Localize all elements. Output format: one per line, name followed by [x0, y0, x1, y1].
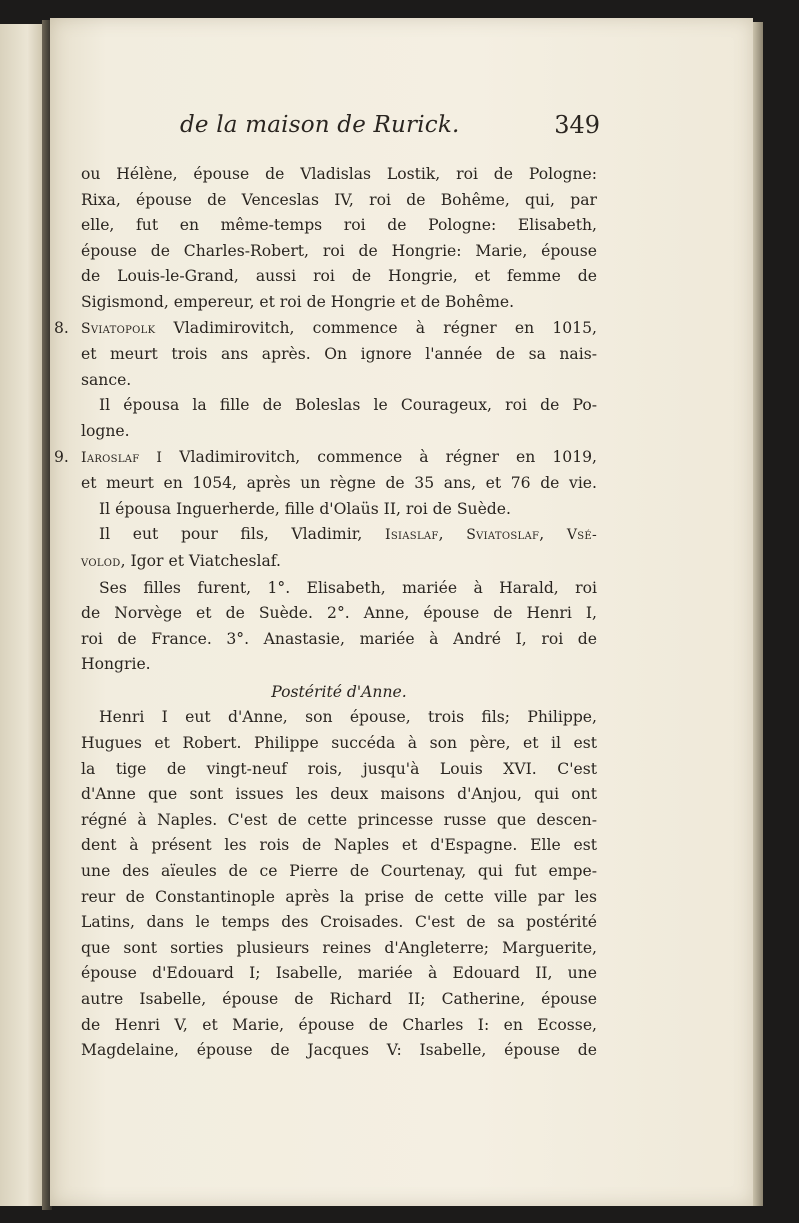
text-line: Il épousa Inguerherde, fille d'Olaüs II, roi de Suède.	[99, 499, 511, 518]
text-line: Il épousa la fille de Boleslas le Courageux, roi de Po-	[99, 396, 597, 415]
text-line: Latins, dans le temps des Croisades. C'est de sa postérité	[81, 913, 597, 932]
text-line: Hongrie.	[81, 655, 151, 674]
text-line: de Henri V, et Marie, épouse de Charles I: en Ecosse,	[81, 1015, 597, 1034]
running-head	[81, 111, 600, 146]
text-line: Magdelaine, épouse de Jacques V: Isabelle, épouse de	[81, 1041, 597, 1060]
text-span: Il eut pour fils, Vladimir,	[99, 525, 363, 544]
text-line: Ses filles furent, 1°. Elisabeth, mariée à Harald, roi	[99, 578, 597, 597]
son-name: volod	[81, 553, 121, 570]
page-text	[54, 111, 600, 1064]
text-line: et meurt trois ans après. On ignore l'année de sa nais-	[81, 345, 597, 364]
text-line: dent à présent les rois de Naples et d'Espagne. Elle est	[81, 836, 597, 855]
text-line: Il eut pour fils, Vladimir, Isiaslaf, Sviatoslaf, Vsé-	[99, 525, 598, 544]
ruler-name: Sviatopolk	[81, 320, 156, 337]
text-line: une des aïeules de ce Pierre de Courtenay, qui fut empe-	[81, 862, 597, 881]
text-line: et meurt en 1054, après un règne de 35 ans, et 76 de vie.	[81, 474, 597, 493]
text-line: épouse de Charles-Robert, roi de Hongrie: Marie, épouse	[81, 241, 597, 260]
entry-number: 8.	[54, 318, 69, 337]
text-line: épouse d'Edouard I; Isabelle, mariée à Edouard II, une	[81, 964, 597, 983]
ruler-name: Iaroslaf I	[81, 449, 163, 466]
text-line: Sigismond, empereur, et roi de Hongrie et de Bohême.	[81, 292, 515, 311]
text-line: que sont sorties plusieurs reines d'Angleterre; Marguerite,	[81, 938, 597, 957]
page-number: 349	[554, 111, 600, 139]
text-line: elle, fut en même-temps roi de Pologne: Elisabeth,	[81, 216, 597, 235]
text-line: reur de Constantinople après la prise de cette ville par les	[81, 887, 597, 906]
text-line: d'Anne que sont issues les deux maisons d'Anjou, qui ont	[81, 785, 597, 804]
text-span: , Igor et Viatcheslaf.	[120, 551, 281, 570]
text-line: autre Isabelle, épouse de Richard II; Catherine, épouse	[81, 990, 597, 1008]
text-line: la tige de vingt-neuf rois, jusqu'à Louis XVI. C'est	[81, 759, 597, 778]
text-line: roi de France. 3°. Anastasie, mariée à André I, roi de	[81, 629, 597, 648]
text-line: Hugues et Robert. Philippe succéda à son père, et il est	[81, 734, 597, 753]
text-line: logne.	[81, 421, 130, 440]
text-line	[81, 549, 597, 576]
text-span: Vladimirovitch, commence à régner en 1019,	[179, 447, 597, 466]
text-line: régné à Naples. C'est de cette princesse russe que descen-	[81, 810, 597, 829]
entry-number: 9.	[54, 447, 69, 466]
text-line: sance.	[81, 370, 132, 389]
page-right-edge	[753, 22, 763, 1206]
running-head-title: de la maison de Rurick.	[180, 112, 460, 138]
text-line: de Louis-le-Grand, aussi roi de Hongrie, et femme de	[81, 267, 597, 286]
son-name: Vsé-	[566, 527, 598, 544]
section-heading: Postérité d'Anne.	[271, 682, 407, 701]
entry-8-line	[54, 316, 597, 343]
text-line: Rixa, épouse de Venceslas IV, roi de Bohême, qui, par	[81, 190, 597, 209]
text-line: ou Hélène, épouse de Vladislas Lostik, roi de Pologne:	[81, 165, 597, 183]
entry-9-line	[54, 445, 597, 472]
son-name: Sviatoslaf	[466, 527, 540, 544]
text-span: Vladimirovitch, commence à régner en 1015,	[173, 318, 597, 337]
text-line: Henri I eut d'Anne, son épouse, trois fils; Philippe,	[99, 708, 597, 727]
son-name: Isiaslaf	[385, 527, 439, 544]
left-page-edge	[0, 24, 44, 1206]
text-line: de Norvège et de Suède. 2°. Anne, épouse de Henri I,	[81, 604, 597, 623]
